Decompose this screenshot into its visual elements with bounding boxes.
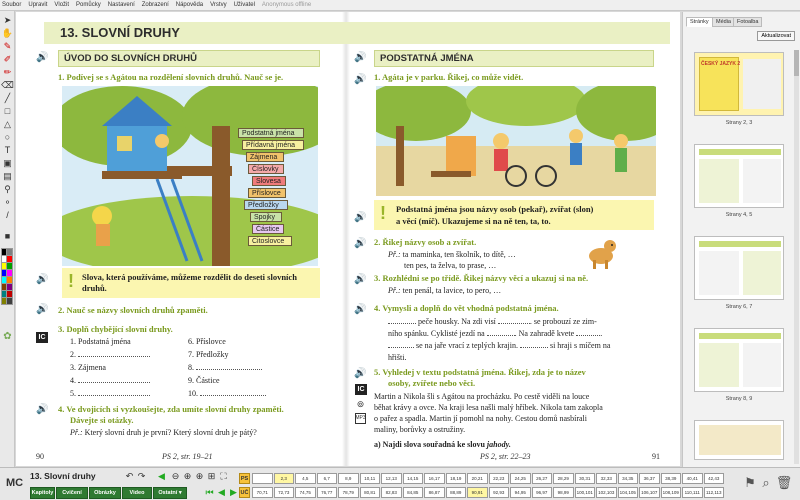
info-text: Slova, která používáme, můžeme rozdělit do deseti slovních druhů. [82, 272, 297, 293]
interactive-exercise-icon[interactable]: IC [36, 332, 48, 343]
task-1: 1. Agáta je v parku. Řikej, co může vidět. [374, 72, 524, 82]
page-link-cell[interactable]: 90,91 [467, 487, 488, 498]
example-text: ta maminka, ten školník, to dítě, … [402, 250, 516, 259]
fit-page-icon[interactable]: ⊞ [207, 471, 216, 481]
page-thumbnail[interactable] [694, 236, 784, 300]
thumbnail-label: Strany 6, 7 [725, 304, 753, 310]
sign-conjunction: Spojky [250, 212, 282, 222]
page-link-cell[interactable]: 96,97 [532, 487, 553, 498]
book-spread [16, 12, 680, 466]
sign-verb: Slovesa [252, 176, 286, 186]
list-item: 1. Podstatná jména [70, 337, 131, 346]
list-item: 3. Zájmena [70, 363, 106, 372]
story-text: Martin a Nikola šli s Agátou na procházku. Po cestě viděli na louce [374, 392, 590, 401]
list-item: 9. Částice [188, 376, 220, 385]
pencil-icon[interactable]: / [6, 210, 9, 220]
page-link-cell[interactable]: 28,29 [553, 473, 574, 484]
color-swatch[interactable] [7, 284, 12, 290]
page-link-cell[interactable]: 70,71 [252, 487, 273, 498]
color-swatch[interactable] [7, 256, 12, 262]
fill-text: si hraji s míčem na [549, 341, 611, 350]
fill-text: hřišti. [388, 353, 407, 362]
rectangle-icon[interactable]: □ [4, 106, 11, 116]
magnifier-icon[interactable]: ⌕ [762, 475, 770, 490]
workbook-row-label: PS [239, 473, 250, 484]
exclamation-icon: ! [380, 203, 386, 223]
fill-color-icon[interactable]: ■ [4, 231, 11, 241]
page-thumbnail[interactable] [694, 420, 784, 460]
page-link-cell[interactable]: 18,19 [446, 473, 467, 484]
zoom-in-icon[interactable]: ⊕ [195, 471, 204, 481]
page-link-cell[interactable]: 104,105 [618, 487, 639, 498]
page-link-cell[interactable]: 24,25 [510, 473, 531, 484]
page-link-cell[interactable]: 12,13 [381, 473, 402, 484]
page-link-cell[interactable]: 6,7 [317, 473, 338, 484]
audio-player-icon[interactable]: ⊚ [356, 399, 365, 409]
sub-task-text: a) Najdi slova souřadná ke slovu [374, 440, 485, 449]
list-item-number: 2. [70, 350, 76, 359]
task-2: 2. Řikej názvy osob a zvířat. [374, 237, 477, 247]
task-3: 3. Rozhlédni se po třídě. Řikej názvy věcí a ukazuj si na ně. [374, 273, 589, 283]
page-link-cell[interactable]: 84,85 [403, 487, 424, 498]
speaker-icon[interactable]: 🔊 [354, 52, 367, 63]
example [388, 286, 501, 295]
textbook-row-label: UČ [239, 487, 250, 498]
speaker-icon[interactable]: 🔊 [354, 238, 367, 249]
sign-preposition: Předložky [244, 200, 288, 210]
page-link-cell[interactable]: 78,79 [338, 487, 359, 498]
zoom-out-icon[interactable]: ⊖ [171, 471, 180, 481]
fullscreen-icon[interactable]: ⛶ [220, 471, 227, 481]
page-link-cell[interactable]: 92,93 [489, 487, 510, 498]
tab-media[interactable]: Média [712, 17, 735, 27]
first-page-icon[interactable]: ⏮ [205, 487, 214, 497]
task-5-continued: osoby, zvířete nebo věci. [388, 378, 476, 388]
fill-in-line [388, 341, 610, 350]
other-button[interactable]: Ostatní ▾ [153, 487, 187, 499]
menu-soubor[interactable]: Soubor [2, 2, 22, 8]
example-prefix: Př.: [388, 250, 401, 259]
list-item-number: 4. [70, 376, 76, 385]
magnet-icon[interactable]: ⚑ [744, 475, 756, 490]
page-link-cell[interactable]: 110,111 [682, 487, 703, 498]
blank-field[interactable] [78, 395, 150, 396]
blank-field[interactable] [388, 347, 414, 348]
task-1: 1. Podívej se s Agátou na rozdělení slovních druhů. Nauč se je. [58, 72, 284, 82]
task-3: 3. Doplň chybějící slovní druhy. [58, 324, 173, 334]
color-swatch[interactable] [7, 291, 12, 297]
marker-icon[interactable]: ✐ [3, 54, 12, 64]
page-link-cell[interactable]: 42,43 [704, 473, 725, 484]
thumbnail-label: Strany 8, 9 [725, 396, 753, 402]
blank-field[interactable] [200, 395, 266, 396]
page-link-cell[interactable]: 8,9 [338, 473, 359, 484]
blank-field[interactable] [498, 323, 530, 324]
pointer-icon[interactable]: ➤ [3, 15, 12, 25]
blank-field[interactable] [196, 369, 262, 370]
page-link-cell[interactable]: 36,37 [639, 473, 660, 484]
dog-illustration [584, 234, 618, 270]
page-link-cell[interactable]: 2,3 [274, 473, 295, 484]
next-page-icon[interactable]: ▶ [230, 487, 237, 497]
eyedropper-icon[interactable]: ⚬ [3, 197, 12, 207]
fill-text: peče housky. Na zdi visí [418, 317, 496, 326]
speaker-icon[interactable]: 🔊 [354, 274, 367, 285]
page-link-cell[interactable]: 112,113 [704, 487, 725, 498]
info-text: Podstatná jména jsou názvy osob (pekař), zvířat (slon) [396, 204, 594, 214]
page-number: 90 [36, 452, 44, 461]
menu-upravit[interactable]: Upravit [28, 2, 48, 8]
page-thumbnail[interactable] [694, 144, 784, 208]
task-4-continued: Dávejte si otázky. [70, 415, 134, 425]
chapters-button[interactable]: Kapitoly [30, 487, 55, 499]
list-item [70, 376, 150, 385]
example [388, 250, 516, 259]
page-link-cell[interactable]: 106,107 [639, 487, 660, 498]
page-thumbnail[interactable] [694, 52, 784, 116]
menu-napoveda[interactable]: Nápověda [175, 2, 204, 8]
story-text: maliny, borůvky a ostružiny. [374, 425, 466, 434]
trash-icon[interactable]: 🗑 [775, 475, 793, 490]
ellipse-icon[interactable]: ○ [4, 132, 11, 142]
blank-field[interactable] [78, 356, 150, 357]
page-link-cell[interactable]: 74,75 [295, 487, 316, 498]
story-text: o pařez a spadla. Martin jí pomohl na nohy. Cestou domů nasbírali [374, 414, 587, 423]
tab-photo-albums[interactable]: Fotoalba [733, 17, 762, 27]
fill-text: . Na zahradě kvete [514, 329, 575, 338]
page-link-cell[interactable]: 76,77 [317, 487, 338, 498]
park-illustration [376, 86, 656, 196]
page-link-cell[interactable]: 30,31 [575, 473, 596, 484]
info-text: a věcí (míč). Ukazujeme si na ně ten, ta, to. [396, 216, 551, 226]
list-item-number: 5. [70, 389, 76, 398]
speaker-icon[interactable]: 🔊 [354, 304, 367, 315]
page-link-cell[interactable]: 88,89 [446, 487, 467, 498]
sign-adverb: Příslovce [248, 188, 286, 198]
task-2: 2. Nauč se názvy slovních druhů zpaměti. [58, 305, 208, 315]
mc-logo: MC [6, 477, 24, 489]
menu-uzivatel[interactable]: Uživatel [233, 2, 255, 8]
page-link-cell[interactable]: 72,73 [274, 487, 295, 498]
list-item: 6. Příslovce [188, 337, 226, 346]
list-item-number: 10. [188, 389, 198, 398]
other-label: Ostatní [158, 490, 178, 496]
ic-icon[interactable]: ▤ [3, 171, 12, 181]
undo-icon[interactable]: ↶ [125, 471, 134, 481]
speaker-icon[interactable]: 🔊 [36, 404, 49, 415]
task-5: 5. Vyhledej v textu podstatná jména. Řikej, zda je to název [374, 367, 586, 377]
fill-in-line [388, 317, 597, 326]
sub-task-a [374, 440, 511, 449]
page-link-cell[interactable]: 98,99 [553, 487, 574, 498]
sign-numeral: Číslovky [248, 164, 284, 174]
sign-pronoun: Zájmena [246, 152, 284, 162]
color-swatch[interactable] [7, 277, 12, 283]
prev-page-icon[interactable]: ◀ [218, 487, 225, 497]
page-number: 91 [652, 452, 660, 461]
page-link-cell[interactable]: 40,41 [682, 473, 703, 484]
page-link-cell[interactable]: 4,5 [295, 473, 316, 484]
section-title: PODSTATNÁ JMÉNA [380, 53, 474, 64]
exclamation-icon: ! [68, 271, 74, 291]
blank-field[interactable] [388, 323, 416, 324]
image-icon[interactable]: ▣ [3, 158, 12, 168]
page-link-cell[interactable]: 94,95 [510, 487, 531, 498]
color-palette[interactable] [2, 249, 13, 305]
fill-text: se na jaře vrací z teplých krajin. [416, 341, 518, 350]
page-link-cell[interactable]: 20,21 [467, 473, 488, 484]
exercises-button[interactable]: Cvičení [56, 487, 88, 499]
fill-text: . se probouzí ze zim- [529, 317, 597, 326]
workbook-reference: PS 2, str. 22–23 [480, 452, 531, 461]
speaker-icon[interactable]: 🔊 [36, 274, 49, 285]
task-4: 4. Ve dvojicích si vyzkoušejte, zda umíte slovní druhy zpaměti. [58, 404, 284, 414]
color-swatch[interactable] [7, 298, 12, 304]
example-prefix: Př.: [388, 286, 401, 295]
menu-nastaveni[interactable]: Nastavení [107, 2, 135, 8]
menu-pomucky[interactable]: Pomůcky [76, 2, 101, 8]
section-title: ÚVOD DO SLOVNÍCH DRUHŮ [64, 53, 198, 64]
blank-field[interactable] [487, 335, 515, 336]
page-link-cell[interactable]: 86,87 [424, 487, 445, 498]
chapter-title: 13. SLOVNÍ DRUHY [60, 25, 180, 40]
story-text: běhat krávy a ovce. Na kraji lesa našli malý hříbek. Nikola tam zakopla [374, 403, 603, 412]
blank-field[interactable] [576, 335, 600, 336]
list-item: 7. Předložky [188, 350, 229, 359]
fill-text: . [600, 329, 603, 338]
images-button[interactable]: Obrázky [89, 487, 121, 499]
eraser-icon[interactable]: ⌫ [1, 80, 14, 90]
link-icon[interactable]: ⚲ [4, 184, 11, 194]
menu-bar [0, 0, 800, 11]
page-link-cell[interactable] [252, 473, 273, 484]
thumbnail-label: Strany 4, 5 [725, 212, 753, 218]
list-item [70, 350, 150, 359]
fill-text: ního spánku. Cyklisté jezdí na [388, 329, 485, 338]
task-4: 4. Vymysli a doplň do vět vhodná podstatná jména. [374, 303, 559, 313]
color-swatch[interactable] [7, 270, 12, 276]
line-icon[interactable]: ╱ [4, 93, 11, 103]
sign-particle: Částice [252, 224, 284, 234]
page-link-cell[interactable]: 34,35 [618, 473, 639, 484]
thumbnail-label: Strany 2, 3 [725, 120, 753, 126]
color-swatch[interactable] [7, 263, 12, 269]
list-item [188, 389, 266, 398]
page-thumbnail[interactable] [694, 328, 784, 392]
redo-icon[interactable]: ↷ [137, 471, 146, 481]
workbook-reference: PS 2, str. 19–21 [162, 452, 213, 461]
page-link-cell[interactable]: 82,83 [381, 487, 402, 498]
example [70, 428, 257, 437]
color-swatch[interactable] [7, 249, 12, 255]
blank-field[interactable] [78, 382, 150, 383]
example-text: ten pes, ta želva, to prase, … [404, 261, 497, 270]
sign-adjective: Přídavná jména [242, 140, 304, 150]
page-link-cell[interactable]: 16,17 [424, 473, 445, 484]
menu-vlozit[interactable]: Vložit [54, 2, 70, 8]
blank-field[interactable] [520, 347, 548, 348]
example-text: Který slovní druh je první? Který slovní druh je pátý? [84, 428, 257, 437]
page-link-cell[interactable]: 10,11 [360, 473, 381, 484]
palette-settings-icon[interactable]: ✿ [3, 330, 12, 342]
list-item [70, 389, 150, 398]
sign-interjection: Citoslovce [248, 236, 292, 246]
refresh-button[interactable]: Aktualizovat [757, 31, 795, 41]
book-spine [342, 12, 350, 466]
sub-task-word: jahody. [486, 440, 511, 449]
page-link-cell[interactable]: 108,109 [661, 487, 682, 498]
pen-icon[interactable]: ✎ [3, 41, 12, 51]
fill-in-line [388, 329, 602, 338]
speaker-icon[interactable]: 🔊 [354, 74, 367, 85]
sign-noun: Podstatná jména [238, 128, 304, 138]
page-link-cell[interactable]: 100,101 [575, 487, 596, 498]
speaker-icon[interactable]: 🔊 [354, 368, 367, 379]
scrollbar[interactable] [794, 50, 799, 464]
highlighter-icon[interactable]: ✏ [3, 67, 12, 77]
page-link-cell[interactable]: 22,23 [489, 473, 510, 484]
left-toolbar [0, 11, 15, 467]
cover-title: ČESKÝ JAZYK 2 [701, 61, 741, 67]
triangle-icon[interactable]: △ [4, 119, 11, 129]
back-icon[interactable]: ◀ [158, 471, 165, 481]
tab-pages[interactable]: Stránky [686, 17, 713, 27]
menu-zobrazeni[interactable]: Zobrazení [141, 2, 169, 8]
page-link-cell[interactable]: 80,81 [360, 487, 381, 498]
page-link-cell[interactable]: 26,27 [532, 473, 553, 484]
list-item [188, 363, 262, 372]
page-link-cell[interactable]: 32,33 [596, 473, 617, 484]
video-button[interactable]: Video [122, 487, 152, 499]
pages-panel [682, 12, 800, 467]
page-link-cell[interactable]: 38,39 [661, 473, 682, 484]
mp3-icon[interactable]: MP3 [355, 413, 366, 424]
hand-icon[interactable]: ✋ [1, 28, 14, 38]
example-text: ten penál, ta lavice, to pero, … [402, 286, 502, 295]
lesson-title: 13. Slovní druhy [30, 471, 96, 481]
speaker-icon[interactable]: 🔊 [36, 52, 49, 63]
page-link-cell[interactable]: 102,103 [596, 487, 617, 498]
speaker-icon[interactable]: 🔊 [36, 304, 49, 315]
speaker-icon[interactable]: 🔊 [354, 212, 367, 223]
page-link-cell[interactable]: 14,15 [403, 473, 424, 484]
text-icon[interactable]: T [4, 145, 11, 155]
user-status: Anonymous offline [261, 2, 312, 8]
example-prefix: Př.: [70, 428, 83, 437]
menu-vrstvy[interactable]: Vrstvy [210, 2, 227, 8]
bottom-bar [0, 467, 800, 500]
list-item-number: 8. [188, 363, 194, 372]
scrollbar-thumb[interactable] [794, 50, 799, 76]
zoom-icon[interactable]: ⊕ [183, 471, 192, 481]
interactive-exercise-icon[interactable]: IC [355, 384, 367, 395]
